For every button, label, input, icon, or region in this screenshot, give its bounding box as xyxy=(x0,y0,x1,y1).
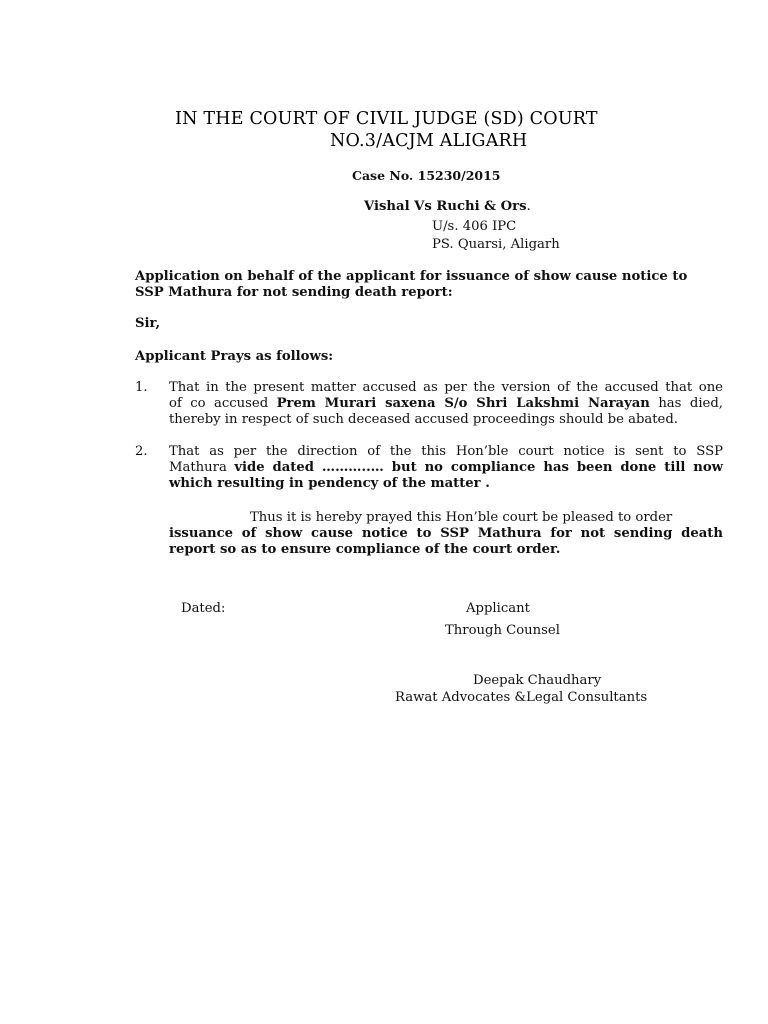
prays-heading: Applicant Prays as follows: xyxy=(135,349,334,364)
police-station: PS. Quarsi, Aligarh xyxy=(432,237,560,252)
item-line: That as per the direction of the this Hon’ble court notice is sent to SSP xyxy=(169,444,723,459)
item-number: 2. xyxy=(135,444,148,459)
item-paragraph xyxy=(169,380,723,428)
salutation: Sir, xyxy=(135,316,161,331)
law-firm: Rawat Advocates &Legal Consultants xyxy=(395,690,648,705)
court-title-line2: NO.3/ACJM ALIGARH xyxy=(330,131,528,151)
prayer-line: report so as to ensure compliance of the court order. xyxy=(169,542,561,557)
item-text: has died, xyxy=(649,396,723,411)
item-number: 1. xyxy=(135,380,148,395)
through-counsel: Through Counsel xyxy=(445,623,560,638)
case-section: U/s. 406 IPC xyxy=(432,219,517,234)
item-line: which resulting in pendency of the matter . xyxy=(169,476,490,491)
parties-dot: . xyxy=(526,199,531,214)
court-title-line1: IN THE COURT OF CIVIL JUDGE (SD) COURT xyxy=(175,109,598,129)
dated-label: Dated: xyxy=(181,601,226,616)
application-heading-line1: Application on behalf of the applicant for issuance of show cause notice to xyxy=(135,269,688,284)
item-line: thereby in respect of such deceased accused proceedings should be abated. xyxy=(169,412,678,427)
prayer-line: issuance of show cause notice to SSP Mathura for not sending death xyxy=(169,526,723,541)
item-bold-text: vide dated ………..… but no compliance has been done till now xyxy=(234,460,724,475)
item-line: That in the present matter accused as per the version of the accused that one xyxy=(169,380,723,395)
item-text: Mathura xyxy=(169,460,235,475)
item-line xyxy=(169,396,723,412)
applicant-label: Applicant xyxy=(466,601,530,616)
item-text: of co accused xyxy=(169,396,277,411)
application-heading-line2: SSP Mathura for not sending death report: xyxy=(135,285,453,300)
parties-text: Vishal Vs Ruchi & Ors xyxy=(364,199,527,214)
case-parties xyxy=(364,199,531,215)
case-number: Case No. 15230/2015 xyxy=(352,168,501,183)
prayer-paragraph xyxy=(169,510,723,558)
counsel-name: Deepak Chaudhary xyxy=(473,673,602,688)
accused-name: Prem Murari saxena S/o Shri Lakshmi Narayan xyxy=(276,396,650,411)
prayer-line: Thus it is hereby prayed this Hon’ble court be pleased to order xyxy=(250,510,673,525)
item-paragraph xyxy=(169,444,723,492)
item-line xyxy=(169,460,723,476)
